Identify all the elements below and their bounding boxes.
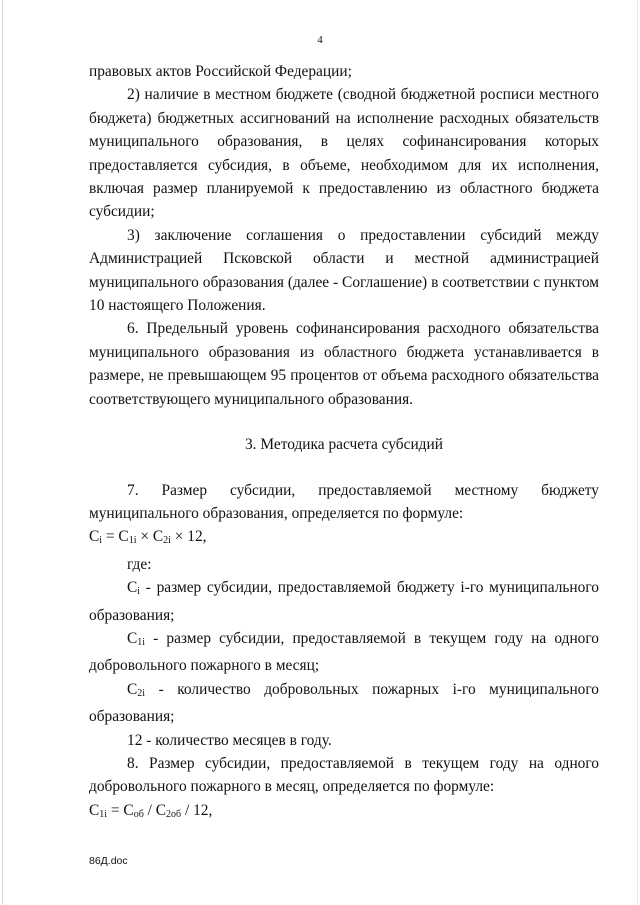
def-text: - размер субсидии, предоставляемой бюджету i-го муниципального образования; bbox=[89, 579, 599, 624]
formula-subscript: об bbox=[133, 808, 144, 820]
paragraph-8: 8. Размер субсидии, предоставляемой в текущем году на одного добровольного пожарного в месяц, определяется по формуле: bbox=[89, 754, 599, 796]
section-heading: 3. Методика расчета субсидий bbox=[244, 436, 443, 454]
formula-subscript: i bbox=[99, 535, 103, 547]
def-subscript: i bbox=[137, 586, 141, 598]
formula-monthly-rate bbox=[89, 799, 599, 826]
formula-symbol: = C bbox=[107, 801, 134, 819]
definition-c2i bbox=[89, 678, 599, 729]
def-symbol: C bbox=[127, 680, 138, 698]
paragraph-item-2: 2) наличие в местном бюджете (сводной бюджетной росписи местного бюджета) бюджетных ассигнований на исполнение расходных обязательств муниципального образования, в целях софинансирования которых предоставляется субсидия, в объеме, необходимом для их исполнения, включая размер планируемой к предоставлению из областного бюджета субсидии; bbox=[89, 86, 599, 221]
paragraph-7: 7. Размер субсидии, предоставляемой местному бюджету муниципального образования, определяется по формуле: bbox=[89, 481, 599, 522]
formula-symbol: C bbox=[89, 528, 100, 546]
definition-ci bbox=[89, 576, 599, 627]
formula-subscript: 1i bbox=[128, 535, 137, 547]
scan-edge-left bbox=[2, 0, 3, 905]
formula-symbol: / 12, bbox=[181, 801, 213, 819]
formula-symbol: × 12, bbox=[170, 528, 207, 546]
def-subscript: 1i bbox=[137, 636, 146, 648]
formula-symbol: / C bbox=[143, 801, 167, 819]
where-label: где: bbox=[127, 555, 152, 573]
definition-c1i bbox=[89, 627, 599, 678]
def-text: - размер субсидии, предоставляемой в текущем году на одного добровольного пожарного в месяц; bbox=[89, 629, 599, 675]
def-symbol: C bbox=[127, 579, 138, 597]
paragraph-item-3: 3) заключение соглашения о предоставлении субсидий между Администрацией Псковской области и местной администрацией муниципального образования (далее - Соглашение) в соответствии с пунктом 10 настоящего Положения. bbox=[89, 226, 599, 315]
paragraph-6: 6. Предельный уровень софинансирования расходного обязательства муниципального образования из областного бюджета устанавливается в размере, не превышающем 95 процентов от объема расходного обязательства соответствующего муниципального образования. bbox=[89, 320, 599, 408]
scan-edge-right bbox=[637, 0, 638, 905]
formula-symbol: = C bbox=[102, 528, 129, 546]
def-subscript: 2i bbox=[137, 687, 146, 699]
formula-subscript: 2i bbox=[163, 535, 171, 547]
formula-subscript: 2об bbox=[166, 808, 182, 820]
document-body bbox=[89, 60, 599, 826]
def-text: - количество добровольных пожарных i-го муниципального образования; bbox=[89, 680, 599, 726]
formula-subscript: 1i bbox=[99, 808, 108, 820]
formula-subsidy bbox=[89, 525, 599, 552]
def-symbol: C bbox=[127, 629, 138, 647]
file-footer: 86Д.doc bbox=[89, 855, 128, 867]
page-number: 4 bbox=[317, 34, 323, 46]
paragraph-continuation: правовых актов Российской Федерации; bbox=[89, 63, 352, 80]
formula-symbol: C bbox=[89, 801, 100, 819]
formula-symbol: × C bbox=[136, 528, 164, 546]
months-line: 12 - количество месяцев в году. bbox=[127, 731, 332, 749]
